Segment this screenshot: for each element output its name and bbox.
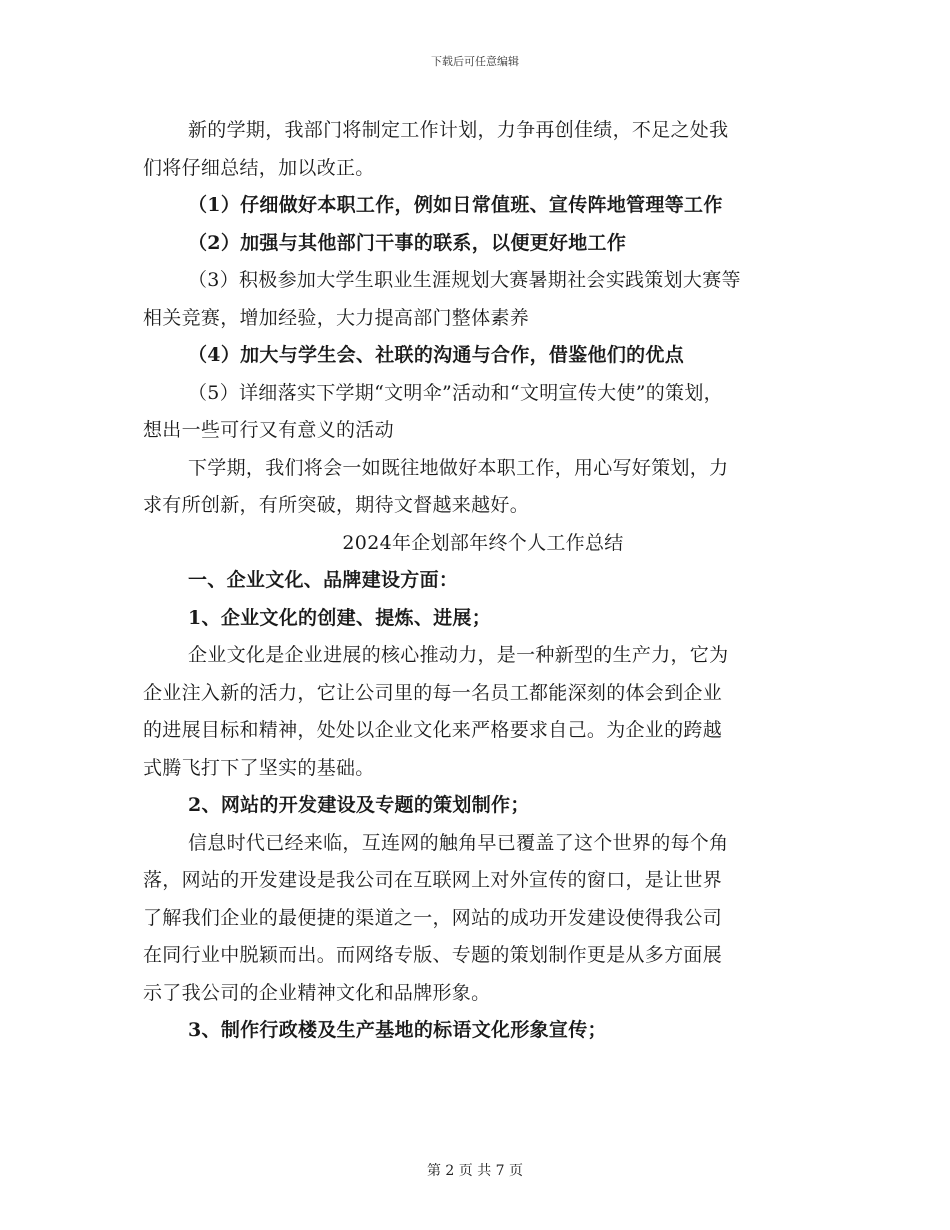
paragraph-line: 的进展目标和精神，处处以企业文化来严格要求自己。为企业的跨越 <box>143 719 723 741</box>
heading-line: 1、企业文化的创建、提炼、进展； <box>188 606 492 629</box>
heading-line: 2、网站的开发建设及专题的策划制作； <box>188 794 530 816</box>
paragraph-line: 落，网站的开发建设是我公司在互联网上对外宣传的窗口，是让世界 <box>143 869 723 891</box>
document-body <box>143 112 823 1050</box>
paragraph-line: （4）加大与学生会、社联的沟通与合作，借鉴他们的优点 <box>188 344 685 366</box>
paragraph-line: （2）加强与其他部门干事的联系，以便更好地工作 <box>188 231 627 254</box>
paragraph-line: 了解我们企业的最便捷的渠道之一，网站的成功开发建设使得我公司 <box>143 906 723 929</box>
paragraph-line: 新的学期，我部门将制定工作计划，力争再创佳绩，不足之处我 <box>188 119 729 141</box>
paragraph-line: 求有所创新，有所突破，期待文督越来越好。 <box>143 494 530 516</box>
paragraph-line: 想出一些可行又有意义的活动 <box>143 419 394 441</box>
heading-line: 一、企业文化、品牌建设方面： <box>188 569 459 591</box>
paragraph-line: 企业注入新的活力，它让公司里的每一名员工都能深刻的体会到企业 <box>143 681 723 704</box>
page-footer: 第 2 页 共 7 页 <box>426 1163 524 1179</box>
paragraph-line: 在同行业中脱颖而出。而网络专版、专题的策划制作更是从多方面展 <box>143 944 723 966</box>
paragraph-line: 信息时代已经来临，互连网的触角早已覆盖了这个世界的每个角 <box>188 831 729 854</box>
heading-line: 3、制作行政楼及生产基地的标语文化形象宣传； <box>188 1019 607 1041</box>
paragraph-line: 们将仔细总结，加以改正。 <box>143 156 375 179</box>
paragraph-line: 企业文化是企业进展的核心推动力，是一种新型的生产力，它为 <box>188 644 729 666</box>
paragraph-line: （1）仔细做好本职工作，例如日常值班、宣传阵地管理等工作 <box>188 194 723 216</box>
page-header: 下载后可任意编辑 <box>431 55 519 68</box>
paragraph-line: 式腾飞打下了坚实的基础。 <box>143 756 375 779</box>
paragraph-line: （5）详细落实下学期“文明伞”活动和“文明宣传大使”的策划， <box>188 381 723 404</box>
paragraph-line: 下学期，我们将会一如既往地做好本职工作，用心写好策划，力 <box>188 456 729 479</box>
paragraph-line: （3）积极参加大学生职业生涯规划大赛暑期社会实践策划大赛等 <box>188 269 741 291</box>
section-title: 2024年企划部年终个人工作总结 <box>342 531 624 554</box>
paragraph-line: 相关竞赛，增加经验，大力提高部门整体素养 <box>143 306 530 329</box>
paragraph-line: 示了我公司的企业精神文化和品牌形象。 <box>143 981 491 1004</box>
